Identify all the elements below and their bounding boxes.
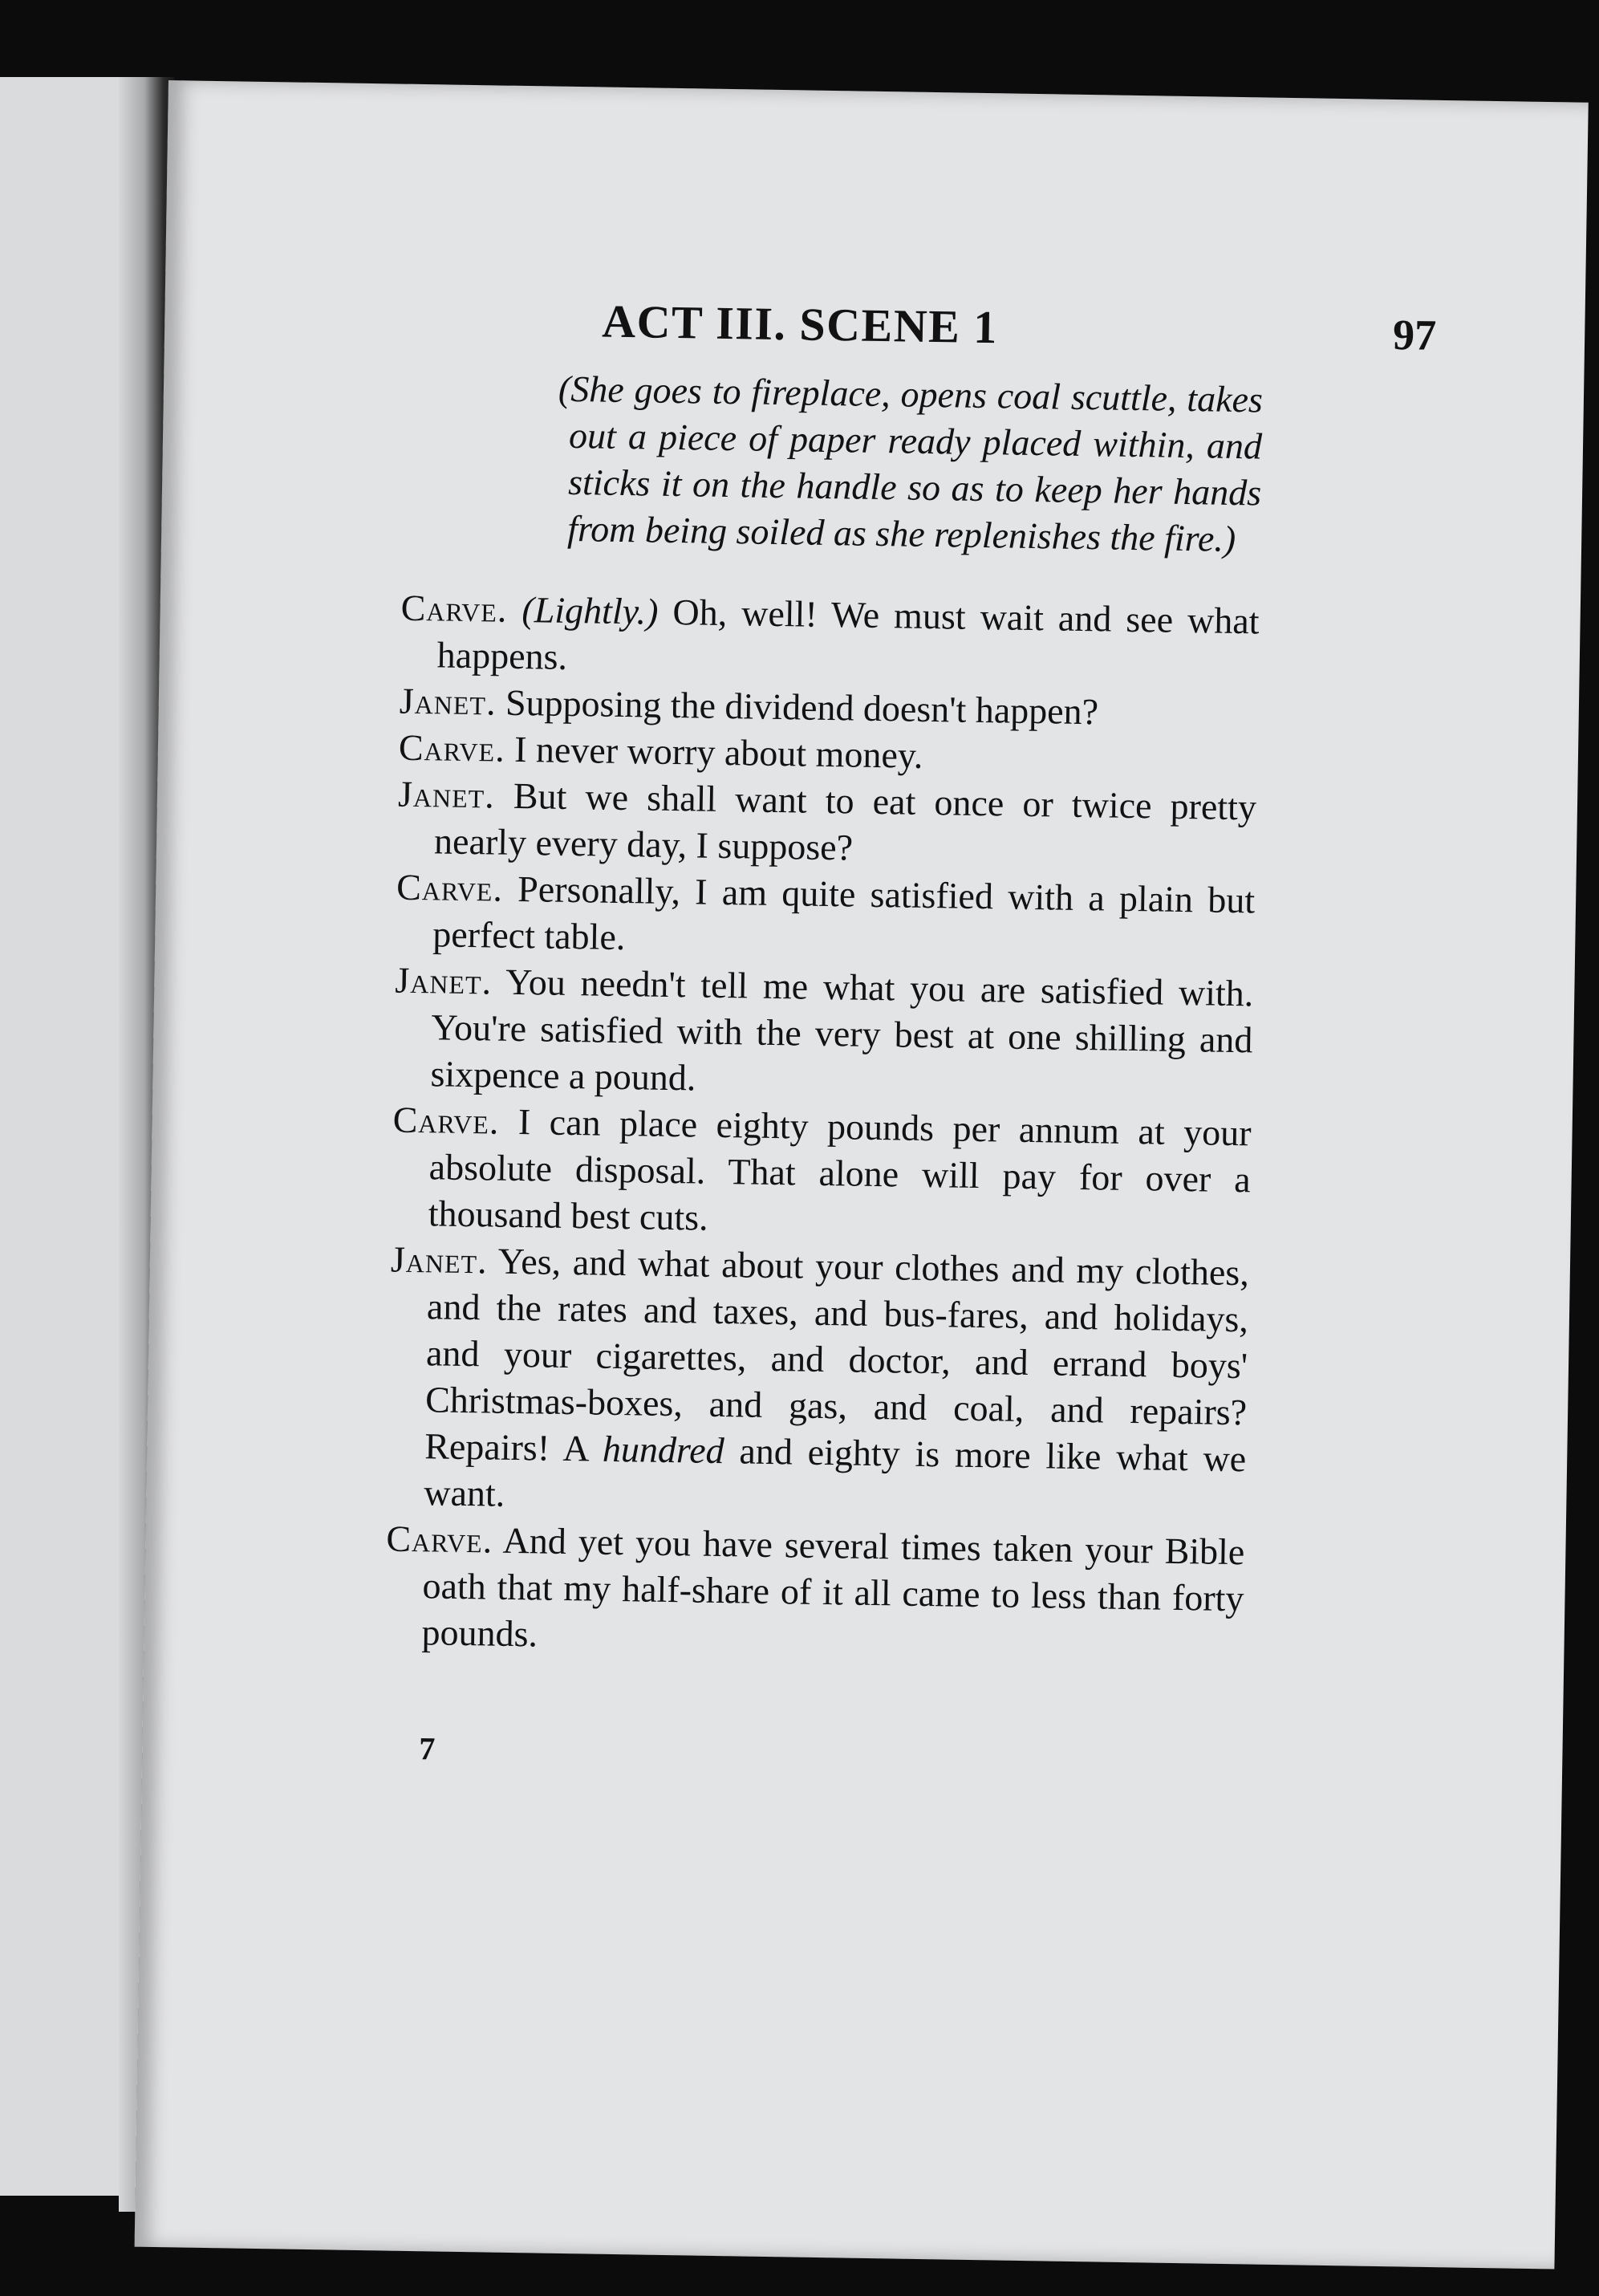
speech-text: Supposing the dividend doesn't happen? [505, 681, 1099, 733]
speech-text: I can place eighty pounds per annum at your absolute disposal. That alone will pay for over a thousand best cuts. [428, 1101, 1252, 1238]
speech-line [400, 585, 1260, 692]
speech-text: Oh, well! We must wait and see what happens. [436, 591, 1260, 677]
speaker-name: Carve. [398, 726, 506, 770]
speech-text: Yes, and what about your clothes and my clothes, and the rates and taxes, and bus-fares, and holidays, and your cigarettes, and doctor, and errand boys' Christmas-boxes, and gas, and coal, and repairs? Repairs! A [424, 1240, 1250, 1469]
speech-line [397, 771, 1257, 878]
speech-line [396, 864, 1256, 971]
speaker-name: Janet. [399, 680, 497, 723]
speech-text: But we shall want to eat once or twice pretty nearly every day, I suppose? [433, 774, 1257, 868]
speaker-name: Carve. [400, 587, 508, 630]
speaker-name: Janet. [397, 773, 496, 816]
emphasized-word: hundred [602, 1428, 725, 1472]
speech-line [391, 1097, 1252, 1250]
speaker-name: Carve. [386, 1518, 493, 1561]
inline-stage-direction: (Lightly.) [522, 589, 659, 632]
speech-text: I never worry about money. [513, 728, 923, 776]
speech-text: and eighty is more like what we want. [423, 1430, 1247, 1514]
speech-line [387, 1237, 1249, 1530]
play-text [384, 364, 1263, 1669]
stage-direction: (She goes to fireplace, opens coal scuttle, takes out a piece of paper ready placed within, and sticks it on the handle so as to keep her hands from being soiled as she replenishes the fire.) [558, 368, 1264, 559]
speaker-name: Carve. [392, 1099, 500, 1142]
book-page [135, 80, 1589, 2269]
speech-line [384, 1515, 1245, 1668]
speaker-name: Janet. [390, 1238, 489, 1282]
speech-line [393, 957, 1254, 1111]
running-head: ACT III. SCENE 1 [601, 295, 999, 354]
speech-text: Personally, I am quite satisfied with a plain but perfect table. [432, 868, 1256, 958]
signature-mark: 7 [419, 1730, 436, 1767]
speech-text: And yet you have several times taken your Bible oath that my half-share of it all came to less than forty pounds. [421, 1519, 1245, 1655]
page-header [601, 295, 1436, 380]
page-number: 97 [1392, 311, 1437, 360]
speech-text: You needn't tell me what you are satisfied with. You're satisfied with the very best at one shilling and sixpence a pound. [430, 961, 1254, 1099]
speaker-name: Janet. [395, 959, 493, 1002]
speaker-name: Carve. [396, 866, 504, 909]
